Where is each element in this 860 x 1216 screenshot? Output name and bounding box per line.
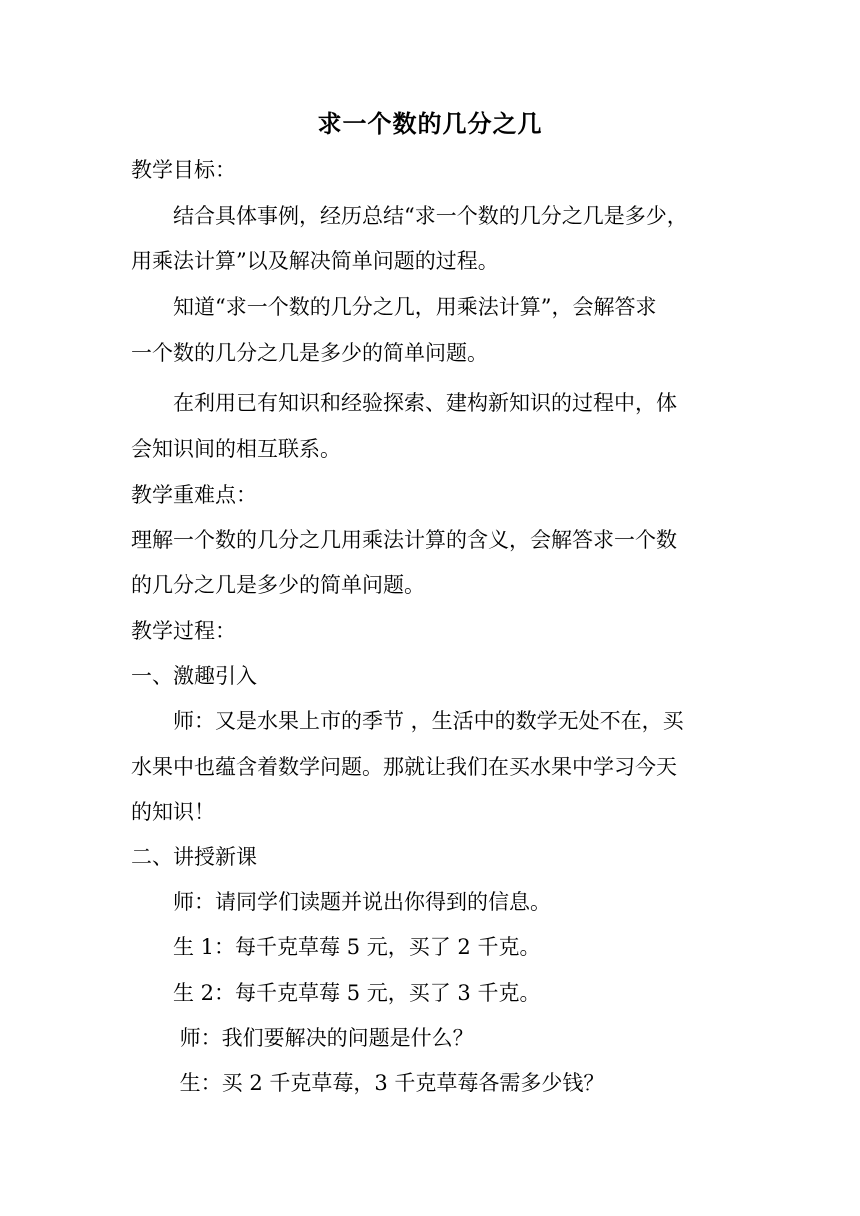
dialogue-line: 师：请同学们读题并说出你得到的信息。 xyxy=(131,890,551,914)
paragraph-line: 一个数的几分之几是多少的简单问题。 xyxy=(131,341,488,365)
paragraph-line: 结合具体事例，经历总结“求一个数的几分之几是多少， xyxy=(131,204,688,228)
dialogue-line: 生 2：每千克草莓 5 元，买了 3 千克。 xyxy=(131,981,541,1005)
section-heading-process: 教学过程： xyxy=(131,619,236,643)
section-heading-key-points: 教学重难点： xyxy=(131,483,257,507)
subsection-heading-intro: 一、激趣引入 xyxy=(131,664,257,688)
paragraph-line: 用乘法计算”以及解决简单问题的过程。 xyxy=(131,249,499,273)
dialogue-line: 生 1：每千克草莓 5 元，买了 2 千克。 xyxy=(131,935,541,959)
dialogue-line: 师：我们要解决的问题是什么？ xyxy=(131,1026,474,1050)
paragraph-line: 理解一个数的几分之几用乘法计算的含义，会解答求一个数 xyxy=(131,528,677,552)
dialogue-line: 生：买 2 千克草莓，3 千克草莓各需多少钱？ xyxy=(131,1071,605,1095)
paragraph-line: 会知识间的相互联系。 xyxy=(131,437,341,461)
paragraph-line: 的几分之几是多少的简单问题。 xyxy=(131,573,425,597)
paragraph-line: 水果中也蕴含着数学问题。那就让我们在买水果中学习今天 xyxy=(131,755,677,779)
paragraph-line: 知道“求一个数的几分之几，用乘法计算”，会解答求 xyxy=(131,295,657,319)
paragraph-line: 师：又是水果上市的季节 ，生活中的数学无处不在，买 xyxy=(131,709,684,733)
section-heading-objectives: 教学目标： xyxy=(131,158,236,182)
paragraph-line: 在利用已有知识和经验探索、建构新知识的过程中，体 xyxy=(131,391,677,415)
subsection-heading-new-lesson: 二、讲授新课 xyxy=(131,845,257,869)
paragraph-line: 的知识！ xyxy=(131,800,215,824)
document-title: 求一个数的几分之几 xyxy=(317,109,543,138)
